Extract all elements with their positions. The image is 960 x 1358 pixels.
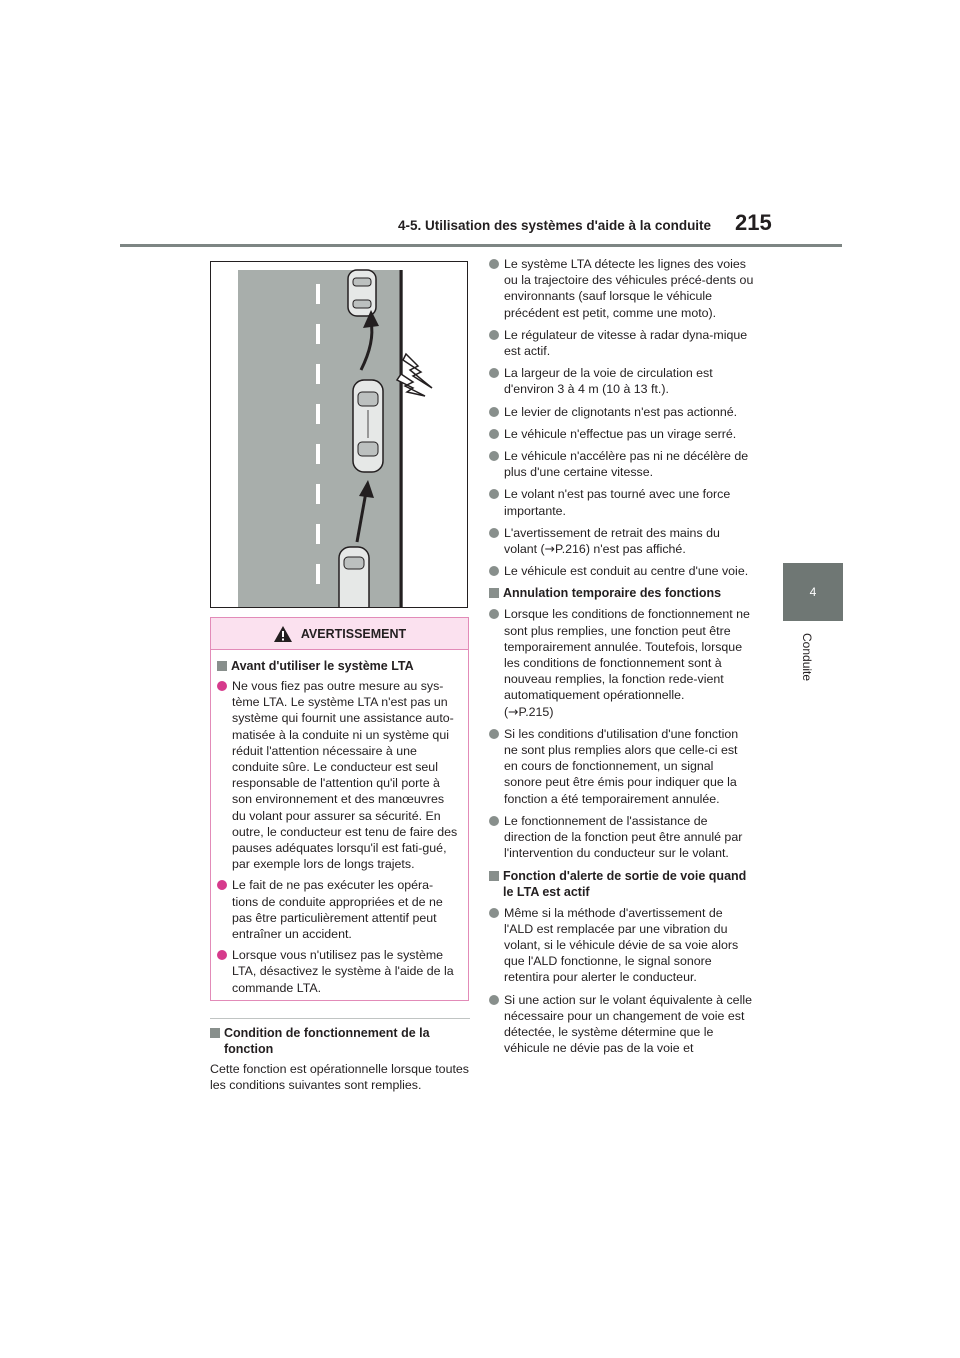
circle-bullet-icon — [489, 528, 499, 538]
ald-item: Même si la méthode d'avertissement de l'ALD est remplacée par une vibration du volant, si le véhicule dévie de sa voie alors que l'ALD fonctionne, le signal sonore retentira pour alerter le conducteur. — [489, 905, 754, 986]
circle-bullet-icon — [489, 566, 499, 576]
warning-section-title: Avant d'utiliser le système LTA — [217, 658, 458, 674]
condition-item: Le véhicule n'effectue pas un virage serré. — [489, 426, 754, 442]
page-reference-link[interactable]: P.215 — [518, 704, 550, 719]
condition-item: La largeur de la voie de circulation est d'environ 3 à 4 m (10 à 13 ft.). — [489, 365, 754, 397]
cancel-item: Si les conditions d'utilisation d'une fonction ne sont plus remplies alors que celle-ci est en cours de fonctionnement, un signal sonore peut être émis pour indiquer que la fonction a été temporairement annulée. — [489, 726, 754, 807]
cancel-item: Le fonctionnement de l'assistance de direction de la fonction peut être annulé par l'intervention du conducteur sur le volant. — [489, 813, 754, 862]
condition-item: Le véhicule est conduit au centre d'une voie. — [489, 563, 754, 579]
warning-item: Ne vous fiez pas outre mesure au sys-tème LTA. Le système LTA n'est pas un système qui fournit une assistance auto-matisée à la conduite ni un système qui réduit l'attention nécessaire à une conduite sûre. Le conducteur est seul responsable de l'attention qu'il porte à son environnement et des manœuvres du volant pour assurer sa sécurité. En outre, le conducteur est tenu de faire des pauses adéquates lorsqu'il est fati-gué, par exemple lors de longs trajets. — [217, 678, 458, 872]
cancel-title: Annulation temporaire des fonctions — [489, 585, 754, 601]
warning-header — [211, 618, 468, 650]
car-front — [348, 270, 376, 316]
chapter-number: 4 — [809, 585, 817, 599]
condition-item: Le système LTA détecte les lignes des voies ou la trajectoire des véhicules précé-dents ou environnants (sauf lorsque le véhicule précédent est petit, comme une moto). — [489, 256, 754, 321]
cancel-item: Lorsque les conditions de fonctionnement ne sont plus remplies, une fonction peut être temporairement annulée. Toutefois, lorsque les conditions de fonctionnement sont à nouveau remplies, la fonction rede-vient automatiquement opérationnelle. (→P.215) — [489, 606, 754, 719]
condition-title: Condition de fonctionnement de la fonction — [210, 1025, 470, 1057]
chapter-tab — [783, 563, 843, 621]
lane-illustration — [210, 261, 468, 608]
condition-item: Le levier de clignotants n'est pas actionné. — [489, 404, 754, 420]
circle-bullet-icon — [489, 489, 499, 499]
condition-item: Le volant n'est pas tourné avec une force importante. — [489, 486, 754, 518]
condition-item: L'avertissement de retrait des mains du volant (→P.216) n'est pas affiché. — [489, 525, 754, 557]
circle-bullet-icon — [489, 995, 499, 1005]
warning-box — [210, 617, 469, 1001]
circle-bullet-icon — [217, 950, 227, 960]
warning-item: Lorsque vous n'utilisez pas le système LTA, désactivez le système à l'aide de la commande LTA. — [217, 947, 458, 996]
condition-section — [210, 1018, 470, 1093]
car-rear — [339, 547, 369, 608]
circle-bullet-icon — [489, 407, 499, 417]
section-header-title: 4-5. Utilisation des systèmes d'aide à la conduite — [398, 218, 712, 233]
warning-heading: AVERTISSEMENT — [300, 626, 407, 641]
page-number: 215 — [735, 210, 772, 235]
circle-bullet-icon — [489, 729, 499, 739]
condition-text: Cette fonction est opérationnelle lorsque toutes les conditions suivantes sont remplies. — [210, 1062, 469, 1093]
square-bullet-icon — [489, 871, 499, 881]
right-column — [489, 256, 754, 1062]
circle-bullet-icon — [489, 816, 499, 826]
warning-item: Le fait de ne pas exécuter les opéra-tions de conduite appropriées et de ne pas être particulièrement attentif peut entraîner un accident. — [217, 877, 458, 942]
page-ref-arrow: → — [544, 541, 556, 557]
section-divider — [210, 1018, 470, 1019]
square-bullet-icon — [489, 588, 499, 598]
chapter-label: Conduite — [800, 633, 814, 682]
page-reference-link[interactable]: P.216 — [555, 542, 586, 557]
circle-bullet-icon — [489, 259, 499, 269]
square-bullet-icon — [210, 1028, 220, 1038]
ald-title: Fonction d'alerte de sortie de voie quand le LTA est actif — [489, 868, 754, 900]
page-ref-arrow: → — [508, 703, 519, 719]
circle-bullet-icon — [489, 451, 499, 461]
header-rule — [120, 244, 842, 247]
ald-item: Si une action sur le volant équivalente à celle nécessaire pour un changement de voie est détectée, le système détermine que le véhicule ne dévie pas de la voie et — [489, 992, 754, 1057]
warning-triangle-icon — [273, 625, 293, 643]
circle-bullet-icon — [489, 368, 499, 378]
circle-bullet-icon — [489, 609, 499, 619]
car-middle — [353, 380, 383, 472]
circle-bullet-icon — [489, 330, 499, 340]
circle-bullet-icon — [217, 880, 227, 890]
condition-item: Le régulateur de vitesse à radar dyna-mique est actif. — [489, 327, 754, 359]
condition-item: Le véhicule n'accélère pas ni ne décélère de plus d'une certaine vitesse. — [489, 448, 754, 480]
road-illustration-svg — [211, 262, 468, 608]
square-bullet-icon — [217, 661, 227, 671]
circle-bullet-icon — [217, 681, 227, 691]
circle-bullet-icon — [489, 908, 499, 918]
circle-bullet-icon — [489, 429, 499, 439]
